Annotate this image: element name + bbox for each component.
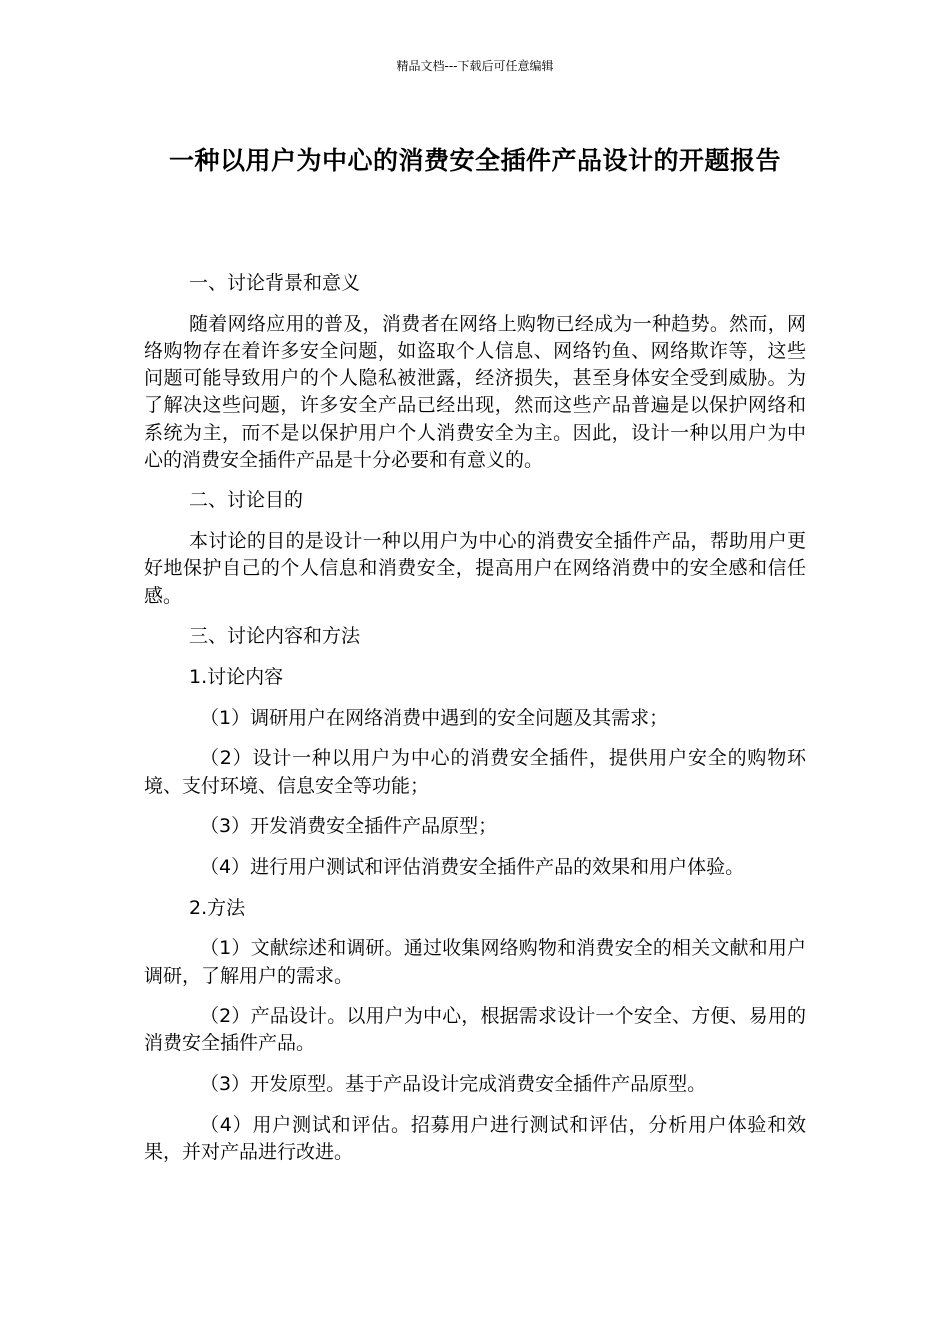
- document-title: 一种以用户为中心的消费安全插件产品设计的开题报告: [168, 146, 781, 175]
- paragraph-purpose: 本讨论的目的是设计一种以用户为中心的消费安全插件产品，帮助用户更好地保护自己的个人信息和消费安全，提高用户在网络消费中的安全感和信任感。: [144, 530, 806, 607]
- page-header: 精品文档---下载后可任意编辑: [396, 59, 554, 73]
- subheading-content: 1.讨论内容: [189, 665, 284, 688]
- method-item: （3）开发原型。基于产品设计完成消费安全插件产品原型。: [200, 1073, 707, 1096]
- subheading-method: 2.方法: [189, 896, 246, 919]
- section-heading-purpose: 二、讨论目的: [189, 489, 304, 512]
- content-item: （2）设计一种以用户为中心的消费安全插件，提供用户安全的购物环境、支付环境、信息安全等功能；: [144, 747, 806, 797]
- document-body: [144, 270, 806, 1180]
- method-item: （2）产品设计。以用户为中心，根据需求设计一个安全、方便、易用的消费安全插件产品。: [144, 1005, 806, 1055]
- method-item: （1）文献综述和调研。通过收集网络购物和消费安全的相关文献和用户调研，了解用户的需求。: [144, 937, 806, 987]
- section-heading-background: 一、讨论背景和意义: [189, 272, 361, 294]
- paragraph-background: 随着网络应用的普及，消费者在网络上购物已经成为一种趋势。然而，网络购物存在着许多安全问题，如盗取个人信息、网络钓鱼、网络欺诈等，这些问题可能导致用户的个人隐私被泄露，经济损失，甚至身体安全受到威胁。为了解决这些问题，许多安全产品已经出现，然而这些产品普遍是以保护网络和系统为主，而不是以保护用户个人消费安全为主。因此，设计一种以用户为中心的消费安全插件产品是十分必要和有意义的。: [144, 312, 806, 471]
- content-item: （3）开发消费安全插件产品原型；: [200, 815, 498, 838]
- content-item: （4）进行用户测试和评估消费安全插件产品的效果和用户体验。: [200, 855, 745, 878]
- content-item: （1）调研用户在网络消费中遇到的安全问题及其需求；: [200, 706, 669, 729]
- section-heading-content-method: 三、讨论内容和方法: [189, 625, 361, 648]
- method-item: （4）用户测试和评估。招募用户进行测试和评估，分析用户体验和效果，并对产品进行改进。: [144, 1113, 806, 1164]
